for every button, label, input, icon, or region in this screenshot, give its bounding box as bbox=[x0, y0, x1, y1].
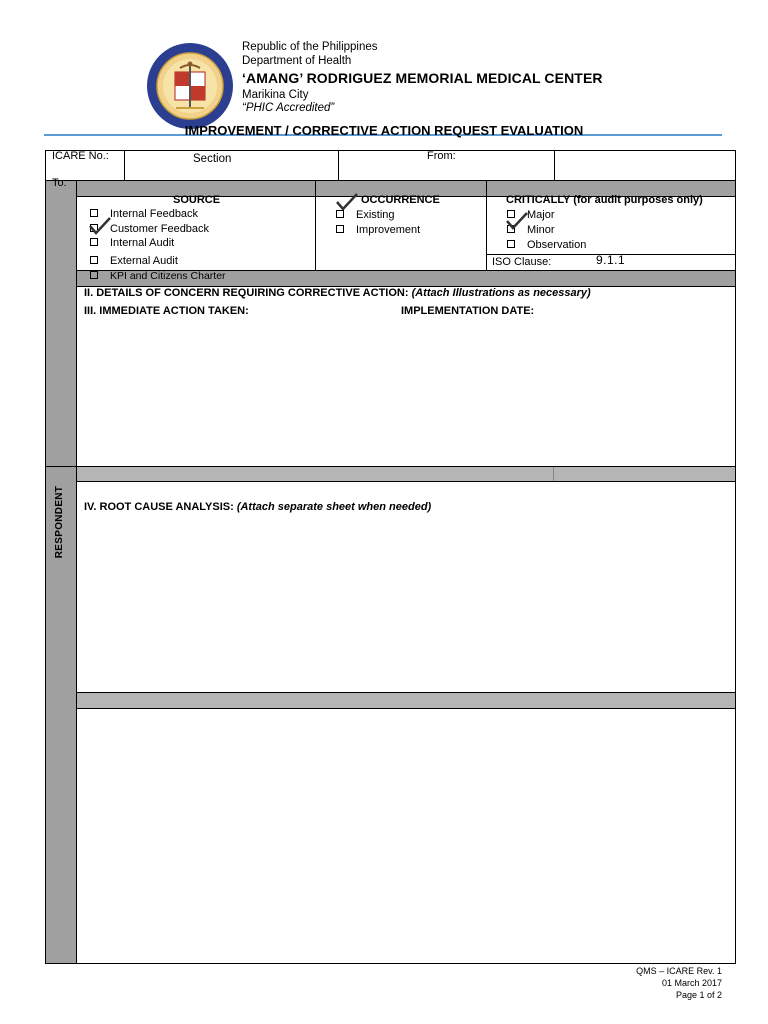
from-label: From: bbox=[427, 150, 456, 162]
occurrence-option-existing[interactable]: Existing bbox=[336, 208, 395, 223]
footer-page: Page 1 of 2 bbox=[675, 990, 722, 1000]
respondent-label: RESPONDENT bbox=[54, 485, 65, 559]
header-department: Department of Health bbox=[242, 55, 352, 67]
from-cell[interactable] bbox=[338, 150, 555, 181]
left-gray-band-top bbox=[46, 181, 76, 466]
checkbox[interactable] bbox=[90, 238, 98, 246]
source-option-customer-feedback[interactable]: Customer Feedback bbox=[90, 222, 209, 237]
checkbox[interactable] bbox=[336, 210, 344, 218]
checkmark-icon bbox=[88, 216, 112, 236]
divider-band-1 bbox=[77, 466, 735, 481]
criticality-heading: CRITICALLY (for audit purposes only) bbox=[506, 194, 703, 206]
details-heading: II. DETAILS OF CONCERN REQUIRING CORRECTIVE ACTION: (Attach Illustrations as necessary) bbox=[84, 287, 591, 299]
divider-band-2 bbox=[77, 692, 735, 708]
header-accreditation: “PHIC Accredited” bbox=[242, 102, 335, 114]
section-label: Section bbox=[193, 153, 232, 165]
org-name: ‘AMANG’ RODRIGUEZ MEMORIAL MEDICAL CENTER bbox=[242, 70, 603, 86]
header-city: Marikina City bbox=[242, 89, 309, 101]
icare-no-label: ICARE No.: bbox=[52, 150, 109, 162]
immediate-action-heading: III. IMMEDIATE ACTION TAKEN: bbox=[84, 305, 249, 317]
immediate-action-area[interactable] bbox=[77, 320, 735, 466]
footer-rev: QMS – ICARE Rev. 1 bbox=[636, 966, 722, 976]
source-option-kpi[interactable]: KPI and Citizens Charter bbox=[90, 269, 226, 284]
iso-clause-value[interactable]: 9.1.1 bbox=[596, 253, 626, 267]
source-heading: SOURCE bbox=[173, 194, 221, 206]
criticality-option-minor[interactable]: Minor bbox=[507, 223, 555, 238]
hospital-seal-icon bbox=[146, 42, 234, 130]
to-label: To: bbox=[52, 177, 67, 189]
occurrence-heading: OCCURRENCE bbox=[361, 194, 440, 206]
from-value-cell[interactable] bbox=[554, 150, 736, 181]
header-country: Republic of the Philippines bbox=[242, 41, 378, 53]
checkbox[interactable] bbox=[336, 225, 344, 233]
checkbox[interactable] bbox=[507, 240, 515, 248]
occurrence-option-improvement[interactable]: Improvement bbox=[336, 223, 420, 238]
footer-date: 01 March 2017 bbox=[661, 978, 722, 988]
checkbox[interactable] bbox=[90, 256, 98, 264]
source-option-external-audit[interactable]: External Audit bbox=[90, 254, 178, 269]
criticality-option-observation[interactable]: Observation bbox=[507, 238, 586, 253]
checkmark-icon bbox=[505, 211, 529, 231]
source-option-internal-feedback[interactable]: Internal Feedback bbox=[90, 207, 198, 222]
section-cell[interactable] bbox=[124, 150, 339, 181]
page-title: IMPROVEMENT / CORRECTIVE ACTION REQUEST EVALUATION bbox=[184, 123, 584, 138]
criticality-option-major[interactable]: Major bbox=[507, 208, 555, 223]
iso-clause-label: ISO Clause: bbox=[492, 256, 552, 268]
response-area[interactable] bbox=[77, 709, 735, 963]
source-option-internal-audit[interactable]: Internal Audit bbox=[90, 236, 174, 251]
root-cause-heading: IV. ROOT CAUSE ANALYSIS: (Attach separate sheet when needed) bbox=[84, 501, 432, 513]
implementation-date-heading: IMPLEMENTATION DATE: bbox=[401, 305, 535, 317]
root-cause-area[interactable] bbox=[77, 516, 735, 692]
checkbox[interactable] bbox=[90, 271, 98, 279]
